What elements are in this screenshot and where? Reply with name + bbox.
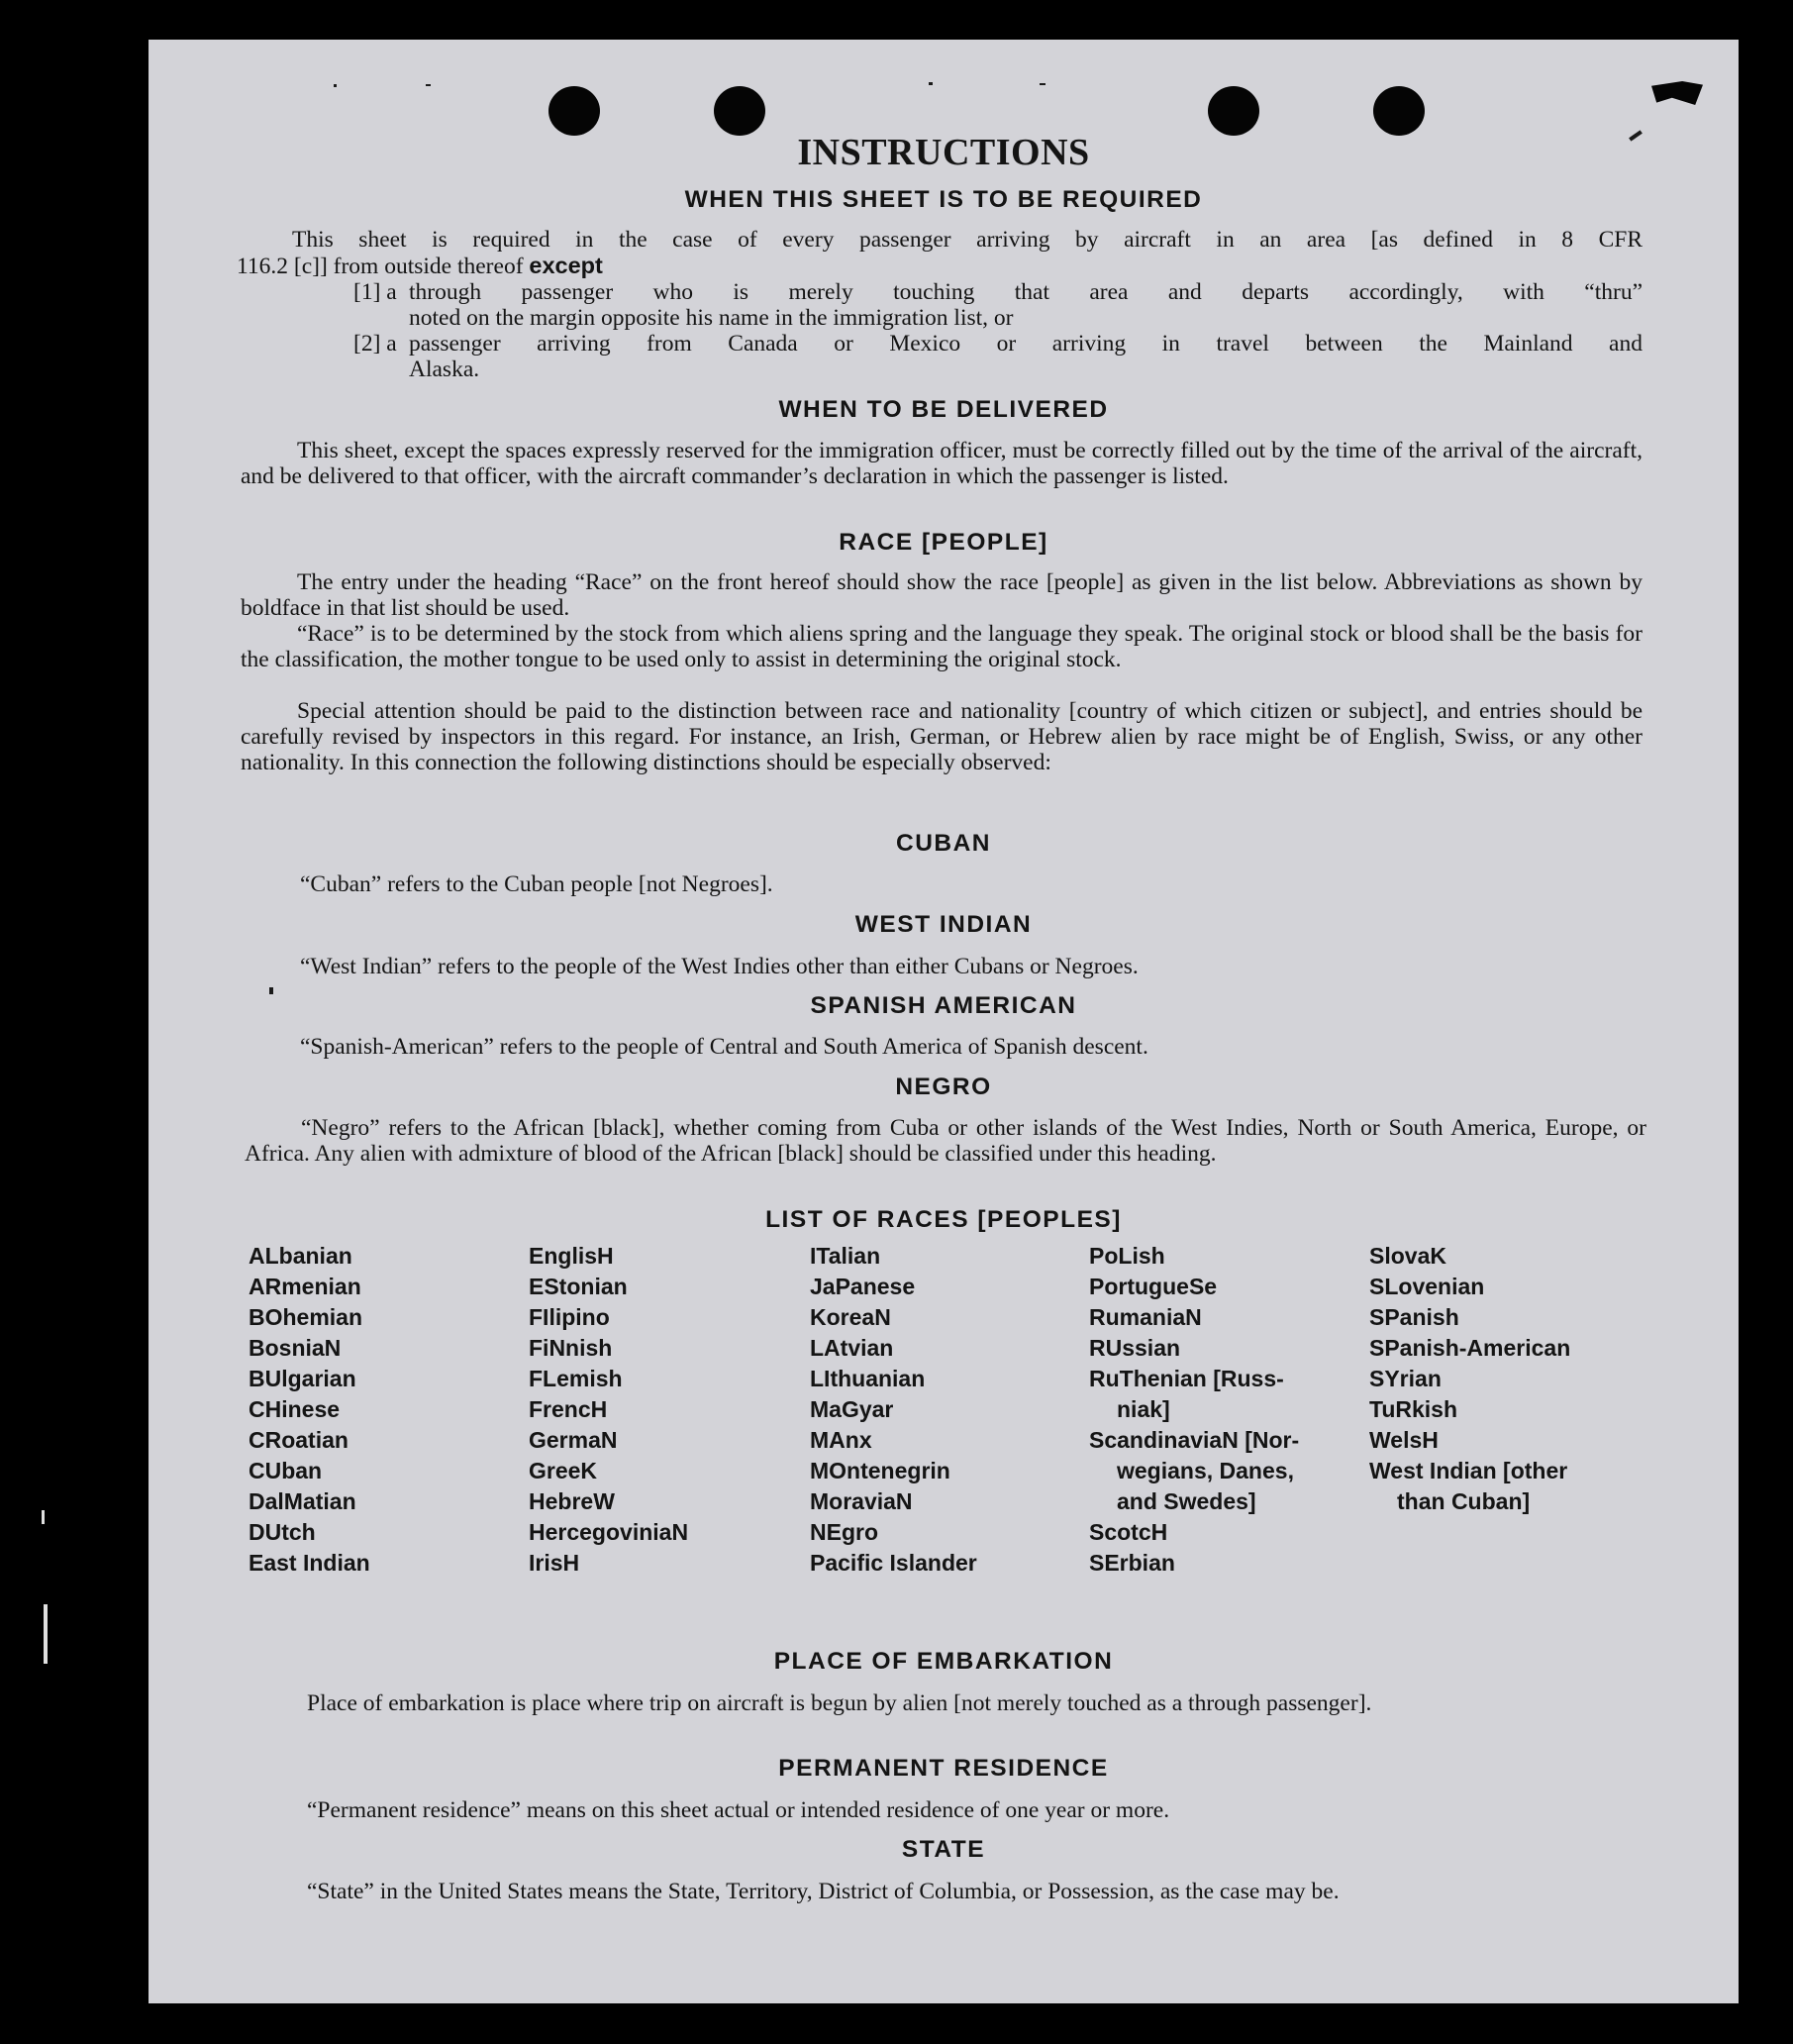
exception-text: Alaska. [409,357,480,382]
race-item: GreeK [529,1458,598,1483]
west-indian-text: “West Indian” refers to the people of the West Indies other than either Cubans or Negroes. [300,954,1139,979]
race-item: HercegoviniaN [529,1519,689,1545]
exception-number: [2] a [353,331,397,357]
race-item: BosniaN [249,1335,342,1361]
race-item: MaGyar [810,1396,894,1422]
punch-hole [714,86,765,136]
document-sheet [149,40,1739,2003]
scan-speck [426,84,431,86]
heading-when-delivered: WHEN TO BE DELIVERED [778,396,1109,423]
scan-speck [44,1604,48,1664]
race-item: EnglisH [529,1243,614,1269]
exception-text: passenger arriving from Canada or Mexico or arriving in travel between the Mainland and [409,331,1643,357]
race-column-2 [529,1241,688,1579]
race-item: CUban [249,1458,323,1483]
exception-2 [353,331,1643,382]
exception-number: [1] a [353,279,397,305]
race-item: niak] [1117,1396,1170,1422]
heading-race: RACE [PEOPLE] [839,529,1048,556]
punch-hole [1373,86,1425,136]
race-item: DUtch [249,1519,316,1545]
race-item: FrencH [529,1396,608,1422]
race-item: RuThenian [Russ- [1089,1366,1284,1391]
race-item: TuRkish [1369,1396,1458,1422]
race-item: LAtvian [810,1335,894,1361]
heading-list-of-races: LIST OF RACES [PEOPLES] [765,1206,1122,1233]
race-item: CHinese [249,1396,341,1422]
race-item: ScandinaviaN [Nor- [1089,1427,1300,1453]
heading-west-indian: WEST INDIAN [854,911,1033,938]
race-item: WelsH [1369,1427,1439,1453]
race-para-1: The entry under the heading “Race” on the front hereof should show the race [people] as given in the list below. Abbreviations as shown by boldface in that list should be used. [241,569,1643,621]
race-item: BUlgarian [249,1366,356,1391]
race-item: FIlipino [529,1304,610,1330]
embarkation-text: Place of embarkation is place where trip on aircraft is begun by alien [not merely touched as a through passenger]. [307,1690,1372,1716]
spanish-american-text: “Spanish-American” refers to the people of Central and South America of Spanish descent. [300,1034,1148,1060]
race-item: RUssian [1089,1335,1181,1361]
negro-text: “Negro” refers to the African [black], whether coming from Cuba or other islands of the West Indies, North or South America, Europe, or Africa. Any alien with admixture of blood of the African [black] should be classified under this heading. [245,1115,1646,1167]
heading-state: STATE [901,1836,986,1863]
heading-residence: PERMANENT RESIDENCE [778,1755,1109,1782]
race-item: IrisH [529,1550,580,1576]
race-item: LIthuanian [810,1366,926,1391]
residence-text: “Permanent residence” means on this sheet actual or intended residence of one year or more. [307,1797,1170,1823]
race-item: NEgro [810,1519,878,1545]
race-column-4 [1089,1241,1299,1579]
heading-negro: NEGRO [895,1073,992,1100]
race-item: EStonian [529,1274,628,1299]
race-item: MoraviaN [810,1488,913,1514]
race-item: SLovenian [1369,1274,1485,1299]
race-item: West Indian [other [1369,1458,1568,1483]
race-item: and Swedes] [1117,1488,1256,1514]
race-item: KoreaN [810,1304,891,1330]
race-item: RumaniaN [1089,1304,1202,1330]
race-item: MAnx [810,1427,872,1453]
race-item: DalMatian [249,1488,356,1514]
except-term: except [529,253,603,278]
race-item: SYrian [1369,1366,1442,1391]
race-item: wegians, Danes, [1117,1458,1294,1483]
race-item: FiNnish [529,1335,613,1361]
race-item: ALbanian [249,1243,352,1269]
heading-cuban: CUBAN [896,830,991,857]
race-item: PoLish [1089,1243,1165,1269]
race-item: ITalian [810,1243,881,1269]
race-item: HebreW [529,1488,615,1514]
heading-spanish-american: SPANISH AMERICAN [810,992,1077,1019]
race-item: East Indian [249,1550,370,1576]
scan-speck [42,1510,45,1524]
race-item: BOhemian [249,1304,363,1330]
torn-corner [1651,81,1703,105]
race-item: CRoatian [249,1427,349,1453]
race-column-5 [1369,1241,1570,1517]
race-para-3: Special attention should be paid to the distinction between race and nationality [country of which citizen or subject], and entries should be carefully revised by inspectors in this regard. For instance, an Irish, German, or Hebrew alien by race might be of English, Swiss, or any other nationality. In this connection the following distinctions should be especially observed: [241,698,1643,775]
cuban-text: “Cuban” refers to the Cuban people [not Negroes]. [300,871,773,897]
race-item: PortugueSe [1089,1274,1218,1299]
race-item: ARmenian [249,1274,361,1299]
punch-hole [548,86,600,136]
race-item: FLemish [529,1366,623,1391]
scan-speck [334,84,337,87]
race-item: JaPanese [810,1274,916,1299]
scan-speck [929,82,933,85]
exception-1 [353,279,1643,331]
state-text: “State” in the United States means the State, Territory, District of Columbia, or Possession, as the case may be. [307,1879,1340,1904]
race-item: Pacific Islander [810,1550,977,1576]
heading-embarkation: PLACE OF EMBARKATION [773,1648,1114,1675]
race-column-3 [810,1241,977,1579]
page-title: INSTRUCTIONS [797,132,1090,173]
delivered-text: This sheet, except the spaces expressly reserved for the immigration officer, must be correctly filled out by the time of the arrival of the aircraft, and be delivered to that officer, with the aircraft commander’s declaration in which the passenger is listed. [241,438,1643,489]
exception-text: noted on the margin opposite his name in the immigration list, or [409,305,1014,331]
required-intro-line1: This sheet is required in the case of every passenger arriving by aircraft in an area [as defined in 8 CFR [292,227,1643,253]
scan-speck [1040,83,1046,85]
race-column-1 [249,1241,370,1579]
required-intro-line2: 116.2 [c]] from outside thereof except [237,253,603,279]
race-item: SlovaK [1369,1243,1446,1269]
race-item: SErbian [1089,1550,1175,1576]
race-item: MOntenegrin [810,1458,950,1483]
heading-when-required: WHEN THIS SHEET IS TO BE REQUIRED [684,186,1203,213]
race-item: ScotcH [1089,1519,1168,1545]
exception-text: through passenger who is merely touching that area and departs accordingly, with “thru” [409,279,1643,305]
race-item: than Cuban] [1397,1488,1531,1514]
race-item: GermaN [529,1427,618,1453]
punch-hole [1208,86,1259,136]
race-item: SPanish-American [1369,1335,1571,1361]
race-para-2: “Race” is to be determined by the stock from which aliens spring and the language they speak. The original stock or blood shall be the basis for the classification, the mother tongue to be used only to assist in determining the original stock. [241,621,1643,672]
race-item: SPanish [1369,1304,1459,1330]
